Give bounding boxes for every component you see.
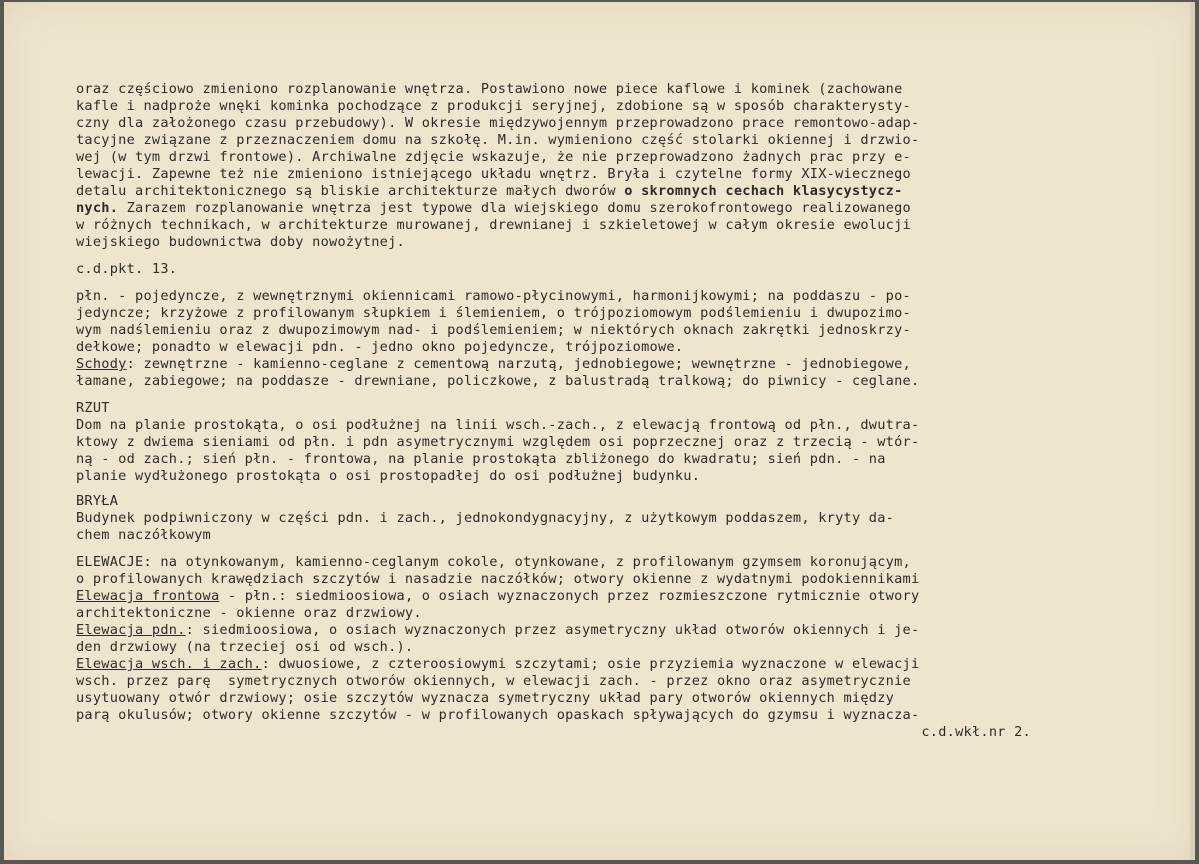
text-line: jedyncze; krzyżowe z profilowanym słupkiem i ślemieniem, o trójpoziomowym podślemieniu i dwupozimo- (76, 305, 911, 321)
text-segment: : dwuosiowe, z czteroosiowymi szczytami; osie przyziemia wyznaczone w elewacji (261, 656, 920, 672)
elewacja-wsch-zach-label: Elewacja wsch. i zach. (76, 656, 262, 672)
text-line: wiejskiego budownictwa doby nowożytnej. (76, 234, 405, 250)
text-line: planie wydłużonego prostokąta o osi prostopadłej do osi podłużnej budynku. (76, 468, 701, 484)
text-segment: Zarazem rozplanowanie wnętrza jest typowe dla wiejskiego domu szerokofrontowego realizowanego (118, 200, 911, 216)
text-line: Dom na planie prostokąta, o osi podłużnej na linii wsch.-zach., z elewacją frontową od płn., dwutra- (76, 417, 920, 433)
text-line: wej (w tym drzwi frontowe). Archiwalne zdjęcie wskazuje, że nie przeprowadzono żadnych prac przy e- (76, 149, 911, 165)
text-line (76, 200, 1106, 217)
text-line: Budynek podpiwniczony w części pdn. i zach., jednokondygnacyjny, z użytkowym poddaszem, kryty da- (76, 510, 895, 526)
text-line: czny dla założonego czasu przebudowy). W okresie międzywojennym przeprowadzono prace remontowo-adap- (76, 115, 920, 131)
continuation-footer: c.d.wkł.nr 2. (921, 724, 1031, 740)
text-line: architektoniczne - okienne oraz drzwiowy. (76, 605, 422, 621)
text-segment: : siedmioosiowa, o osiach wyznaczonych przez asymetryczny układ otworów okiennych i je- (185, 622, 920, 638)
bold-segment: nych. (76, 200, 119, 216)
text-line: o profilowanych krawędziach szczytów i nasadzie naczółków; otwory okienne z wydatnymi podokiennikami (76, 571, 920, 587)
text-line: dełkowe; ponadto w elewacji pdn. - jedno okno pojedyncze, trójpoziomowe. (76, 339, 684, 355)
text-line: usytuowany otwór drzwiowy; osie szczytów wyznacza symetryczny układ pary otworów okiennych między (76, 690, 895, 706)
text-line: ną - od zach.; sień płn. - frontowa, na planie prostokąta zbliżonego do kwadratu; sień pdn. - na (76, 451, 886, 467)
text-line: lewacji. Zapewne też nie zmieniono istniejącego układu wnętrz. Bryła i czytelne formy XIX-wiecznego (76, 166, 911, 182)
continuation-heading: c.d.pkt. 13. (76, 261, 178, 277)
elewacja-frontowa-label: Elewacja frontowa (76, 588, 220, 604)
section-heading-rzut: RZUT (76, 400, 110, 416)
text-line: tacyjne związane z przeznaczeniem domu na szkołę. M.in. wymieniono część stolarki okiennej i drzwio- (76, 132, 920, 148)
text-line: wsch. przez parę symetrycznych otworów okiennych, w elewacji zach. - przez okno oraz asymetrycznie (76, 673, 911, 689)
text-segment: - płn.: siedmioosiowa, o osiach wyznaczonych przez rozmieszczone rytmicznie otwory (219, 588, 920, 604)
text-line (76, 183, 1106, 200)
text-segment: detalu architektonicznego są bliskie architekturze małych dworów (76, 183, 625, 199)
text-line: wym nadślemieniu oraz z dwupozimowym nad- i podślemieniem; w niektórych oknach zakrętki jednoskrzy- (76, 322, 911, 338)
schody-label: Schody (76, 356, 127, 372)
text-line (76, 588, 1106, 605)
text-line (76, 622, 1106, 639)
elewacje-intro-line: ELEWACJE: na otynkowanym, kamienno-ceglanym cokole, otynkowane, z profilowanym gzymsem koronującym, (76, 554, 911, 570)
section-heading-bryla: BRYŁA (76, 493, 119, 509)
text-line: parą okulusów; otwory okienne szczytów - w profilowanych opaskach spływających do gzymsu i wyznacza- (76, 707, 920, 723)
text-line (76, 356, 1106, 373)
text-line: łamane, zabiegowe; na poddasze - drewniane, policzkowe, z balustradą tralkową; do piwnicy - ceglane. (76, 373, 920, 389)
text-line (76, 656, 1106, 673)
text-segment: : zewnętrzne - kamienno-ceglane z cementową narzutą, jednobiegowe; wewnętrzne - jednobiegowe, (126, 356, 911, 372)
text-line: płn. - pojedyncze, z wewnętrznymi okiennicami ramowo-płycinowymi, harmonijkowymi; na poddaszu - po- (76, 288, 911, 304)
text-line: kafle i nadproże wnęki kominka pochodzące z produkcji seryjnej, zdobione są w sposób charakterysty- (76, 98, 911, 114)
bold-segment: o skromnych cechach klasycystycz- (624, 183, 903, 199)
text-line: oraz częściowo zmieniono rozplanowanie wnętrza. Postawiono nowe piece kaflowe i kominek (zachowane (76, 81, 903, 97)
text-line: chem naczółkowym (76, 527, 211, 543)
text-line: ktowy z dwiema sieniami od płn. i pdn asymetrycznymi względem osi poprzecznej oraz z trzecią - wtór- (76, 434, 920, 450)
document-page (4, 2, 1195, 860)
text-line: w różnych technikach, w architekturze murowanej, drewnianej i szkieletowej w całym okresie ewolucji (76, 217, 911, 233)
text-line: den drzwiowy (na trzeciej osi od wsch.). (76, 639, 414, 655)
elewacja-pdn-label: Elewacja pdn. (76, 622, 186, 638)
document-text (76, 81, 1106, 741)
